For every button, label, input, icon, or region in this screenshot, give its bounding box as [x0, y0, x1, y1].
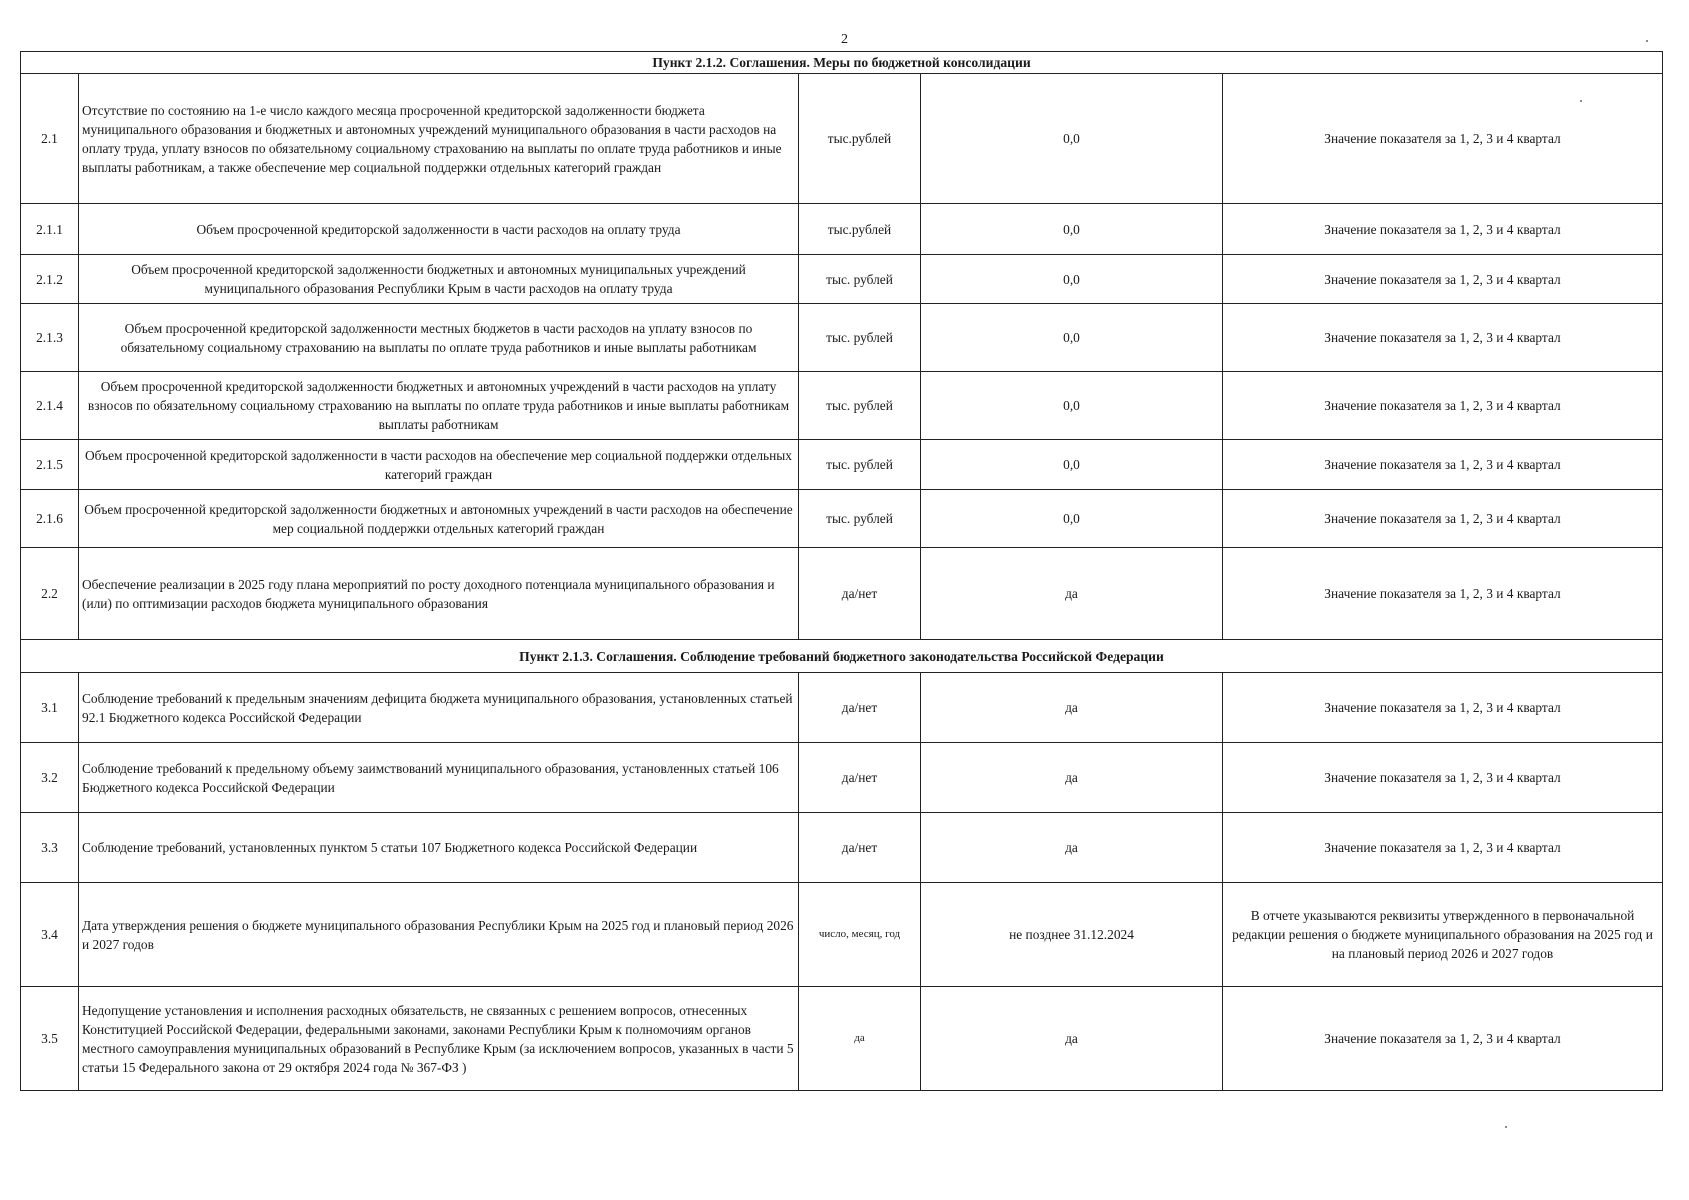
page-number: 2	[841, 32, 848, 47]
row-value: да	[921, 673, 1223, 743]
row-description: Дата утверждения решения о бюджете муниципального образования Республики Крым на 2025 год и плановый период 2026 и 2027 годов	[79, 883, 799, 987]
row-value: 0,0	[921, 74, 1223, 204]
row-note: Значение показателя за 1, 2, 3 и 4 квартал	[1223, 304, 1663, 372]
row-number: 2.1.6	[21, 490, 79, 548]
row-value: да	[921, 813, 1223, 883]
row-value: 0,0	[921, 440, 1223, 490]
row-note: Значение показателя за 1, 2, 3 и 4 квартал	[1223, 255, 1663, 304]
row-unit: да/нет	[799, 673, 921, 743]
row-unit: тыс.рублей	[799, 74, 921, 204]
row-description: Объем просроченной кредиторской задолженности в части расходов на обеспечение мер социальной поддержки отдельных категорий граждан	[79, 440, 799, 490]
row-number: 2.1	[21, 74, 79, 204]
row-description: Отсутствие по состоянию на 1-е число каждого месяца просроченной кредиторской задолженности бюджета муниципального образования и бюджетных и автономных учреждений муниципального образования в части расходов на оплату труда, уплату взносов по обязательному социальному страхованию на выплаты по оплате труда работников и иные выплаты работникам, а также обеспечение мер социальной поддержки отдельных категорий граждан	[79, 74, 799, 204]
section-header	[21, 52, 1663, 74]
row-unit: тыс. рублей	[799, 490, 921, 548]
table-row	[21, 673, 1663, 743]
row-unit: да/нет	[799, 813, 921, 883]
row-unit: да/нет	[799, 743, 921, 813]
row-description: Объем просроченной кредиторской задолженности бюджетных и автономных учреждений в части расходов на уплату взносов по обязательному социальному страхованию на выплаты по оплате труда работников и иные выплаты работникам выплаты работникам	[79, 372, 799, 440]
table-row	[21, 490, 1663, 548]
row-value: да	[921, 743, 1223, 813]
scan-speck	[1646, 40, 1648, 42]
row-value: 0,0	[921, 304, 1223, 372]
row-value: да	[921, 987, 1223, 1091]
section-header	[21, 640, 1663, 673]
table-row	[21, 372, 1663, 440]
row-number: 2.1.4	[21, 372, 79, 440]
row-unit: тыс. рублей	[799, 304, 921, 372]
row-description: Объем просроченной кредиторской задолженности в части расходов на оплату труда	[79, 204, 799, 255]
section-title: Пункт 2.1.2. Соглашения. Меры по бюджетной консолидации	[21, 52, 1663, 74]
row-number: 2.1.1	[21, 204, 79, 255]
table-row	[21, 255, 1663, 304]
row-number: 3.1	[21, 673, 79, 743]
row-unit: тыс.рублей	[799, 204, 921, 255]
row-value: 0,0	[921, 372, 1223, 440]
row-value: не позднее 31.12.2024	[921, 883, 1223, 987]
table-row	[21, 74, 1663, 204]
row-description: Объем просроченной кредиторской задолженности местных бюджетов в части расходов на уплату взносов по обязательному социальному страхованию на выплаты по оплате труда работников и иные выплаты работникам	[79, 304, 799, 372]
row-number: 3.4	[21, 883, 79, 987]
row-description: Объем просроченной кредиторской задолженности бюджетных и автономных учреждений в части расходов на обеспечение мер социальной поддержки отдельных категорий граждан	[79, 490, 799, 548]
section-title: Пункт 2.1.3. Соглашения. Соблюдение требований бюджетного законодательства Российской Федерации	[21, 640, 1663, 673]
row-note: Значение показателя за 1, 2, 3 и 4 квартал	[1223, 673, 1663, 743]
table-row	[21, 204, 1663, 255]
table-row	[21, 743, 1663, 813]
row-unit: да/нет	[799, 548, 921, 640]
row-note: Значение показателя за 1, 2, 3 и 4 квартал	[1223, 204, 1663, 255]
row-note: Значение показателя за 1, 2, 3 и 4 квартал	[1223, 987, 1663, 1091]
row-number: 3.2	[21, 743, 79, 813]
row-number: 2.1.5	[21, 440, 79, 490]
row-note: Значение показателя за 1, 2, 3 и 4 квартал	[1223, 813, 1663, 883]
row-number: 2.1.2	[21, 255, 79, 304]
row-number: 2.1.3	[21, 304, 79, 372]
row-description: Обеспечение реализации в 2025 году плана мероприятий по росту доходного потенциала муниципального образования и (или) по оптимизации расходов бюджета муниципального образования	[79, 548, 799, 640]
row-note: Значение показателя за 1, 2, 3 и 4 квартал	[1223, 743, 1663, 813]
row-value: 0,0	[921, 255, 1223, 304]
table-row	[21, 548, 1663, 640]
row-note: Значение показателя за 1, 2, 3 и 4 квартал	[1223, 548, 1663, 640]
row-note: Значение показателя за 1, 2, 3 и 4 квартал	[1223, 490, 1663, 548]
row-description: Соблюдение требований к предельным значениям дефицита бюджета муниципального образования, установленных статьей 92.1 Бюджетного кодекса Российской Федерации	[79, 673, 799, 743]
table-row	[21, 304, 1663, 372]
row-note: Значение показателя за 1, 2, 3 и 4 квартал	[1223, 440, 1663, 490]
row-description: Соблюдение требований, установленных пунктом 5 статьи 107 Бюджетного кодекса Российской Федерации	[79, 813, 799, 883]
table-row	[21, 883, 1663, 987]
row-unit: тыс. рублей	[799, 372, 921, 440]
scan-speck	[1580, 100, 1582, 102]
row-description: Соблюдение требований к предельному объему заимствований муниципального образования, установленных статьей 106 Бюджетного кодекса Российской Федерации	[79, 743, 799, 813]
table-row	[21, 813, 1663, 883]
row-number: 3.3	[21, 813, 79, 883]
table-row	[21, 987, 1663, 1091]
row-value: 0,0	[921, 204, 1223, 255]
row-number: 2.2	[21, 548, 79, 640]
row-unit: число, месяц, год	[799, 883, 921, 987]
row-unit: тыс. рублей	[799, 440, 921, 490]
row-unit: да	[799, 987, 921, 1091]
row-value: да	[921, 548, 1223, 640]
row-unit: тыс. рублей	[799, 255, 921, 304]
row-number: 3.5	[21, 987, 79, 1091]
row-note: В отчете указываются реквизиты утвержденного в первоначальной редакции решения о бюджете муниципального образования на 2025 год и на плановый период 2026 и 2027 годов	[1223, 883, 1663, 987]
row-note: Значение показателя за 1, 2, 3 и 4 квартал	[1223, 74, 1663, 204]
indicators-table	[20, 51, 1663, 1091]
scan-speck	[1505, 1126, 1507, 1128]
row-description: Недопущение установления и исполнения расходных обязательств, не связанных с решением вопросов, отнесенных Конституцией Российской Федерации, федеральными законами, законами Республики Крым к полномочиям органов местного самоуправления муниципальных образований в Республике Крым (за исключением вопросов, указанных в части 5 статьи 15 Федерального закона от 29 октября 2024 года № 367-ФЗ )	[79, 987, 799, 1091]
row-value: 0,0	[921, 490, 1223, 548]
table-row	[21, 440, 1663, 490]
row-note: Значение показателя за 1, 2, 3 и 4 квартал	[1223, 372, 1663, 440]
row-description: Объем просроченной кредиторской задолженности бюджетных и автономных муниципальных учреждений муниципального образования Республики Крым в части расходов на оплату труда	[79, 255, 799, 304]
